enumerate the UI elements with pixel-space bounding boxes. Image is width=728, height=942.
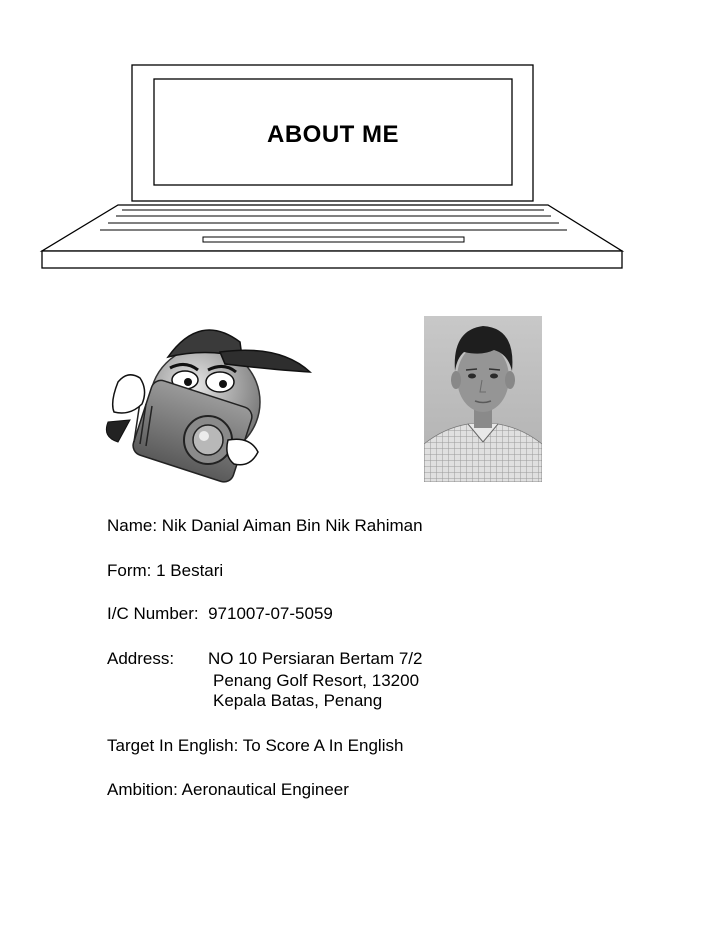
page-title: ABOUT ME (267, 121, 399, 148)
address-line: Penang Golf Resort, 13200 (213, 671, 420, 690)
address-label: Address: (107, 649, 175, 668)
address-line: NO 10 Persiaran Bertam 7/2 (208, 649, 423, 668)
student-portrait (424, 316, 542, 482)
address-line: Kepala Batas, Penang (213, 691, 383, 710)
ambition-field: Ambition: Aeronautical Engineer (107, 780, 349, 799)
ic-number-field: I/C Number: 971007-07-5059 (107, 604, 333, 623)
laptop-illustration (0, 0, 728, 280)
target-field: Target In English: To Score A In English (107, 736, 404, 755)
form-field: Form: 1 Bestari (107, 561, 224, 580)
camera-mascot-icon (100, 312, 320, 487)
name-field: Name: Nik Danial Aiman Bin Nik Rahiman (107, 516, 423, 535)
